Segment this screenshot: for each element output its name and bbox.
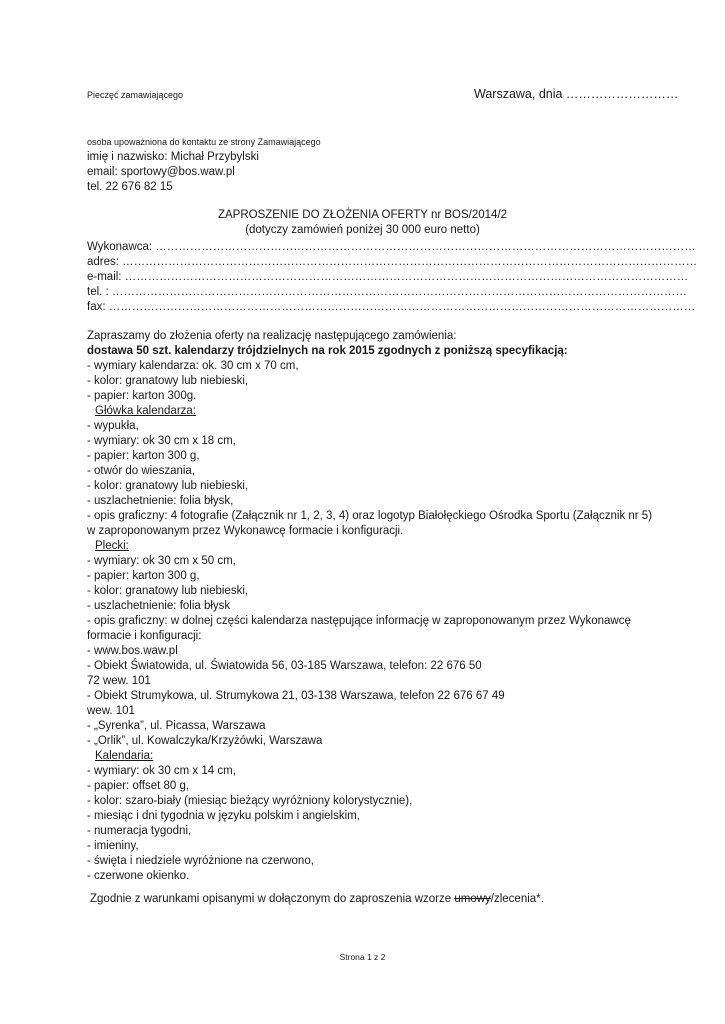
- list-item: - wymiary: ok 30 cm x 14 cm,: [87, 765, 236, 777]
- field-contractor: Wykonawca: ……………………………………………………………………………………………………………………………: [87, 241, 696, 253]
- order-description: dostawa 50 szt. kalendarzy trójdzielnych na rok 2015 zgodnych z poniższą specyfikacją:: [87, 345, 568, 357]
- section-heading-head: Główka kalendarza:: [95, 405, 196, 417]
- contractor-fields: [87, 240, 697, 315]
- page-number: Strona 1 z 2: [339, 952, 386, 962]
- field-fax: fax: ………………………………………………………………………………………………………………………………………: [87, 301, 696, 313]
- list-item: - papier: karton 300g.: [87, 390, 197, 402]
- list-item: w zaproponowanym przez Wykonawcę formacie i konfiguracji.: [87, 525, 404, 537]
- list-item: formacie i konfiguracji:: [87, 630, 202, 642]
- list-item: - kolor: granatowy lub niebieski,: [87, 375, 249, 387]
- list-item: 72 wew. 101: [87, 675, 151, 687]
- stamp-label: Pieczęć zamawiającego: [87, 90, 184, 100]
- list-item: - kolor: granatowy lub niebieski,: [87, 585, 249, 597]
- field-address: adres: ……………………………………………………………………………………………………………………………………: [87, 256, 698, 268]
- title-line-2: (dotyczy zamówień poniżej 30 000 euro netto): [245, 224, 480, 236]
- title-line-1: ZAPROSZENIE DO ZŁOŻENIA OFERTY nr BOS/2014/2: [217, 209, 508, 221]
- specification-body: [87, 329, 687, 884]
- list-item: - wymiary kalendarza: ok. 30 cm x 70 cm,: [87, 360, 299, 372]
- list-item: - uszlachetnienie: folia błysk,: [87, 495, 234, 507]
- list-item: - kolor: szaro-biały (miesiąc bieżący wyróżniony kolorystycznie),: [87, 795, 413, 807]
- list-item: - wymiary: ok 30 cm x 18 cm,: [87, 435, 236, 447]
- list-item: - Obiekt Strumykowa, ul. Strumykowa 21, 03-138 Warszawa, telefon 22 676 67 49: [87, 690, 505, 702]
- list-item: - www.bos.waw.pl: [87, 645, 178, 657]
- list-item: - miesiąc i dni tygodnia w języku polskim i angielskim,: [87, 810, 360, 822]
- contact-name: imię i nazwisko: Michał Przybylski: [87, 151, 259, 163]
- contact-intro: osoba upoważniona do kontaktu ze strony Zamawiającego: [87, 137, 321, 147]
- list-item: - opis graficzny: w dolnej części kalendarza następujące informację w zaproponowanym przez Wykonawcę: [87, 615, 631, 627]
- body-intro: Zapraszamy do złożenia oferty na realizację następującego zamówienia:: [87, 330, 457, 342]
- contact-block: [87, 137, 321, 195]
- list-item: - uszlachetnienie: folia błysk: [87, 600, 231, 612]
- list-item: - kolor: granatowy lub niebieski,: [87, 480, 249, 492]
- field-phone: tel. : ……………………………………………………………………………………………………………………………………: [87, 286, 687, 298]
- field-email: e-mail: …………………………………………………………………………………………………………………………………: [87, 271, 689, 283]
- list-item: - wymiary: ok 30 cm x 50 cm,: [87, 555, 236, 567]
- list-item: - imieniny,: [87, 840, 139, 852]
- list-item: - czerwone okienko.: [87, 870, 190, 882]
- list-item: - numeracja tygodni,: [87, 825, 192, 837]
- list-item: - papier: offset 80 g,: [87, 780, 190, 792]
- list-item: - święta i niedziele wyróżnione na czerwono,: [87, 855, 314, 867]
- offer-title: [0, 208, 725, 238]
- list-item: - opis graficzny: 4 fotografie (Załącznik nr 1, 2, 3, 4) oraz logotyp Białołęckiego Ośrodka Sportu (Załącznik nr 5): [87, 510, 653, 522]
- contact-email: email: sportowy@bos.waw.pl: [87, 166, 235, 178]
- contact-phone: tel. 22 676 82 15: [87, 181, 173, 193]
- list-item: - papier: karton 300 g,: [87, 570, 200, 582]
- list-item: - „Syrenka”, ul. Picassa, Warszawa: [87, 720, 266, 732]
- list-item: - wypukła,: [87, 420, 139, 432]
- section-heading-back: Plecki:: [95, 540, 129, 552]
- list-item: - Obiekt Światowida, ul. Światowida 56, 03-185 Warszawa, telefon: 22 676 50: [87, 660, 482, 672]
- list-item: - otwór do wieszania,: [87, 465, 196, 477]
- city-date: Warszawa, dnia ………………………: [474, 87, 679, 101]
- struck-word: umowy: [454, 893, 491, 905]
- list-item: - „Orlik”, ul. Kowalczyka/Krzyżówki, Warszawa: [87, 735, 323, 747]
- terms-line: Zgodnie z warunkami opisanymi w dołączonym do zaproszenia wzorze umowy/zlecenia*.: [90, 893, 544, 905]
- section-heading-calendar: Kalendaria:: [95, 750, 154, 762]
- list-item: - papier: karton 300 g,: [87, 450, 200, 462]
- list-item: wew. 101: [87, 705, 135, 717]
